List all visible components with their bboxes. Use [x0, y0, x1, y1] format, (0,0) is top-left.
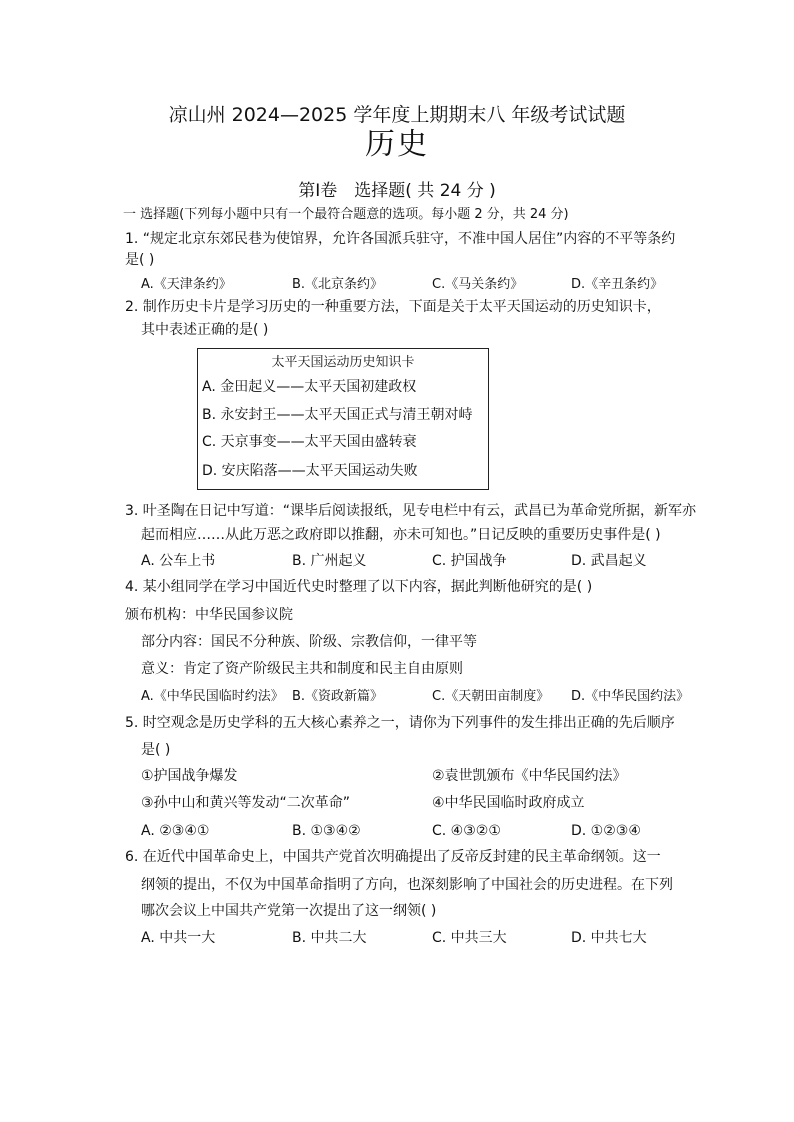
knowledge-card [197, 348, 489, 490]
section-heading: 第Ⅰ卷 选择题( 共 24 分 ) [298, 181, 496, 201]
instructions: 一 选择题(下列每小题中只有一个最符合题意的选项。每小题 2 分，共 24 分) [123, 207, 569, 222]
q6-stem-line1: 6. 在近代中国革命史上，中国共产党首次明确提出了反帝反封建的民主革命纲领。这一 [125, 849, 661, 865]
q5-event-2: ②袁世凯颁布《中华民国约法》 [432, 768, 627, 784]
q4-option-b: B.《资政新篇》 [292, 689, 384, 704]
q5-option-d: D. ①②③④ [571, 823, 641, 839]
knowledge-card-title: 太平天国运动历史知识卡 [271, 355, 415, 370]
knowledge-card-item-b: B. 永安封王——太平天国正式与清王朝对峙 [202, 407, 473, 423]
q4-option-a: A.《中华民国临时约法》 [141, 689, 284, 704]
q3-option-b: B. 广州起义 [292, 553, 367, 569]
q1-stem-line2: 是( ) [125, 252, 155, 268]
q3-stem-line1: 3. 叶圣陶在日记中写道：“课毕后阅读报纸，见专电栏中有云，武昌已为革命党所据，新军亦 [125, 503, 697, 519]
q5-stem-line2: 是( ) [141, 742, 171, 758]
q6-stem-line3: 哪次会议上中国共产党第一次提出了这一纲领( ) [141, 903, 437, 919]
q5-event-3: ③孙中山和黄兴等发动“二次革命” [141, 795, 351, 811]
q3-option-a: A. 公车上书 [141, 553, 216, 569]
q1-option-a: A.《天津条约》 [141, 277, 232, 292]
q6-option-c: C. 中共三大 [432, 930, 507, 946]
q6-stem-line2: 纲领的提出，不仅为中国革命指明了方向，也深刻影响了中国社会的历史进程。在下列 [141, 877, 673, 893]
q4-info-content: 部分内容：国民不分种族、阶级、宗教信仰，一律平等 [141, 634, 477, 650]
q4-stem-line1: 4. 某小组同学在学习中国近代史时整理了以下内容，据此判断他研究的是( ) [125, 579, 593, 595]
q5-stem-line1: 5. 时空观念是历史学科的五大核心素养之一，请你为下列事件的发生排出正确的先后顺序 [125, 715, 675, 731]
subject-title: 历史 [365, 127, 429, 162]
q1-option-b: B.《北京条约》 [292, 277, 384, 292]
knowledge-card-item-d: D. 安庆陷落——太平天国运动失败 [202, 463, 418, 479]
q5-event-4: ④中华民国临时政府成立 [432, 795, 585, 811]
q5-event-1: ①护国战争爆发 [141, 768, 238, 784]
knowledge-card-item-a: A. 金田起义——太平天国初建政权 [202, 379, 417, 395]
q5-option-c: C. ④③②① [432, 823, 501, 839]
q1-stem-line1: 1. “规定北京东郊民巷为使馆界，允许各国派兵驻守，不准中国人居住”内容的不平等条约 [125, 231, 676, 247]
q4-info-significance: 意义：肯定了资产阶级民主共和制度和民主自由原则 [141, 661, 463, 677]
q5-option-a: A. ②③④① [141, 823, 210, 839]
q4-option-d: D.《中华民国约法》 [571, 689, 690, 704]
q5-option-b: B. ①③④② [292, 823, 361, 839]
q2-stem-line2: 其中表述正确的是( ) [141, 322, 269, 338]
q4-option-c: C.《天朝田亩制度》 [432, 689, 550, 704]
knowledge-card-item-c: C. 天京事变——太平天国由盛转衰 [202, 434, 417, 450]
q4-info-agency: 颁布机构：中华民国参议院 [125, 607, 293, 623]
q1-option-d: D.《辛丑条约》 [571, 277, 664, 292]
q1-option-c: C.《马关条约》 [432, 277, 524, 292]
q6-option-a: A. 中共一大 [141, 930, 216, 946]
q6-option-b: B. 中共二大 [292, 930, 367, 946]
q3-option-c: C. 护国战争 [432, 553, 507, 569]
q3-option-d: D. 武昌起义 [571, 553, 647, 569]
q6-option-d: D. 中共七大 [571, 930, 647, 946]
q2-stem-line1: 2. 制作历史卡片是学习历史的一种重要方法，下面是关于太平天国运动的历史知识卡， [125, 299, 661, 315]
q3-stem-line2: 起而相应……从此万恶之政府即以推翻，亦未可知也。”日记反映的重要历史事件是( ) [141, 527, 661, 543]
exam-title: 凉山州 2024—2025 学年度上期期末八 年级考试试题 [168, 104, 626, 126]
